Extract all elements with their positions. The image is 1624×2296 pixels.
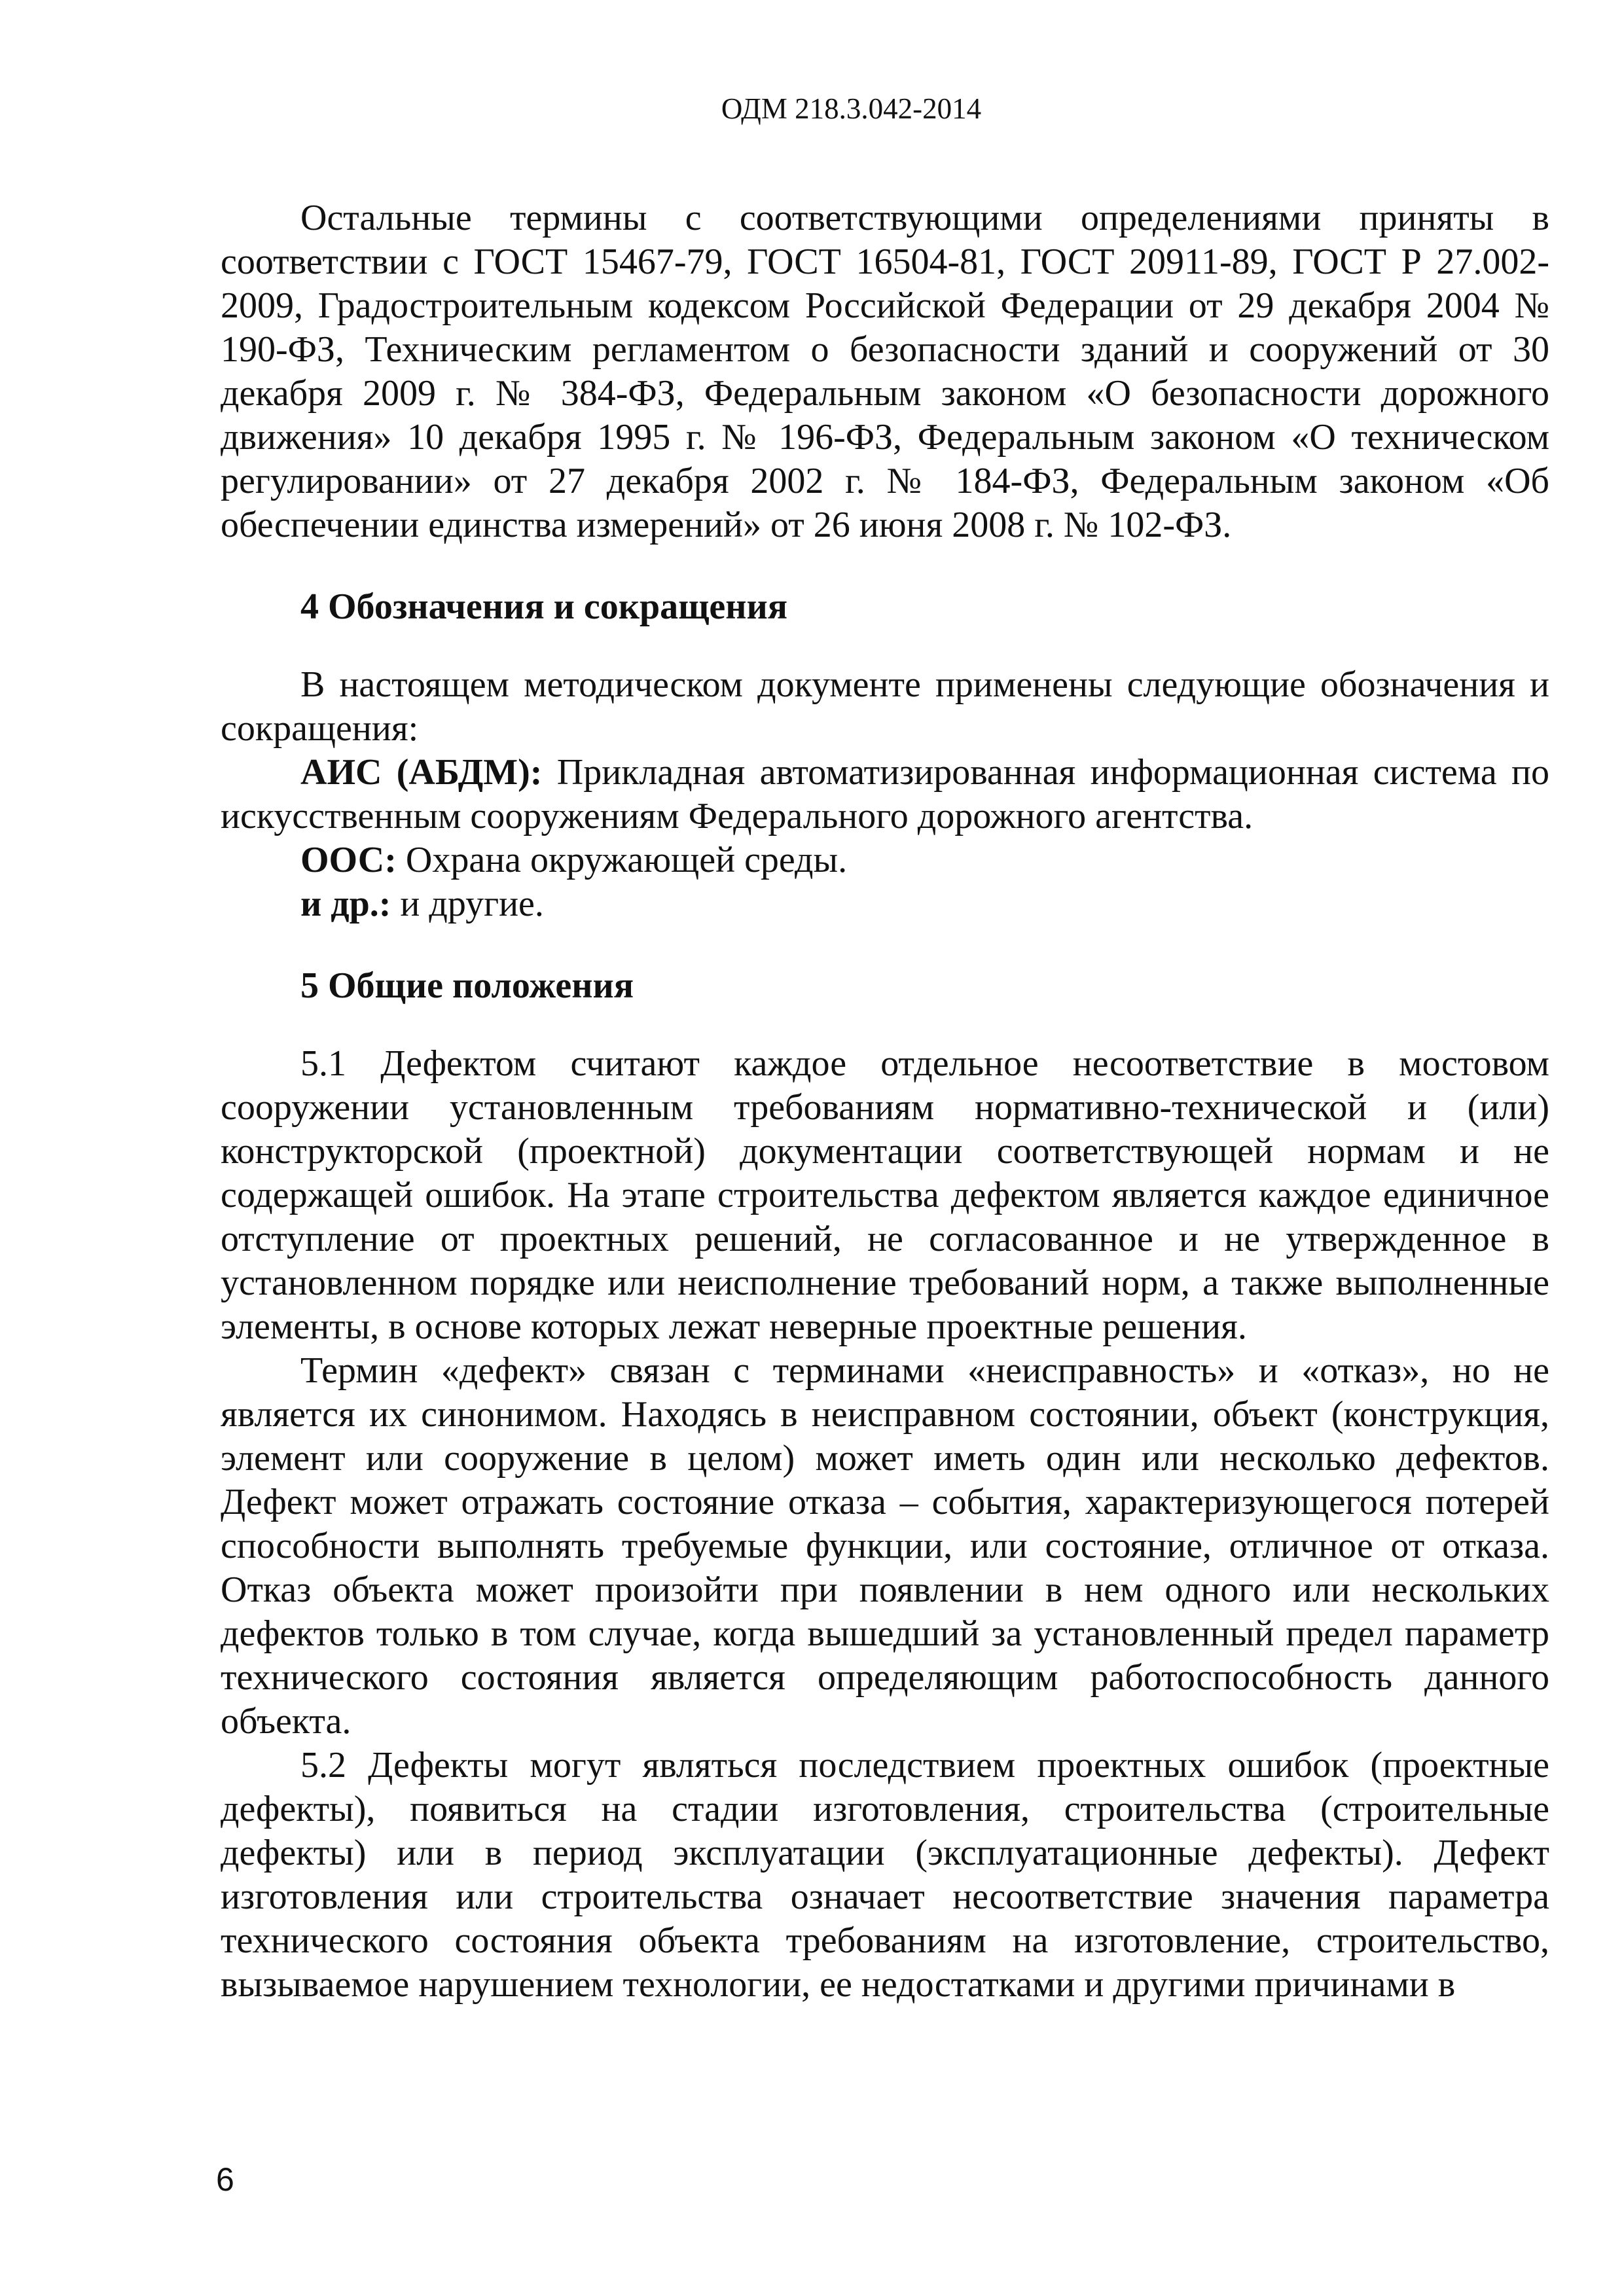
intro-paragraph: Остальные термины с соответствующими определениями приняты в соответствии с ГОСТ 15467-79, ГОСТ 16504-81, ГОСТ 20911-89, ГОСТ Р 27.002-2009, Градостроительным кодексом Российской Федерации от 29 декабря 2004 № 190-ФЗ, Техническим регламентом о безопасности зданий и сооружений от 30 декабря 2009 г. № 384-ФЗ, Федеральным законом «О безопасности дорожного движения» 10 декабря 1995 г. № 196-ФЗ, Федеральным законом «О техническом регулировании» от 27 декабря 2002 г. № 184-ФЗ, Федеральным законом «Об обеспечении единства измерений» от 26 июня 2008 г. № 102-ФЗ. xyxy=(221,198,1549,545)
section-5-paragraph: 5.2 Дефекты могут являться последствием проектных ошибок (проектные дефекты), появиться на стадии изготовления, строительства (строительные дефекты) или в период эксплуатации (эксплуатационные дефекты). Дефект изготовления или строительства означает несоответствие значения параметра технического состояния объекта требованиям на изготовление, строительство, вызываемое нарушением технологии, ее недостатками и другими причинами в xyxy=(221,1745,1549,2005)
section-5-paragraph: 5.1 Дефектом считают каждое отдельное несоответствие в мостовом сооружении установленным требованиям нормативно-технической и (или) конструкторской (проектной) документации соответствующей нормам и не содержащей ошибок. На этапе строительства дефектом является каждое единичное отступление от проектных решений, не согласованное и не утвержденное в установленном порядке или неисполнение требований норм, а также выполненные элементы, в основе которых лежат неверные проектные решения. xyxy=(221,1043,1549,1347)
abbreviation-definition: и другие. xyxy=(391,884,544,924)
section-4-heading: 4 Обозначения и сокращения xyxy=(300,586,788,627)
abbreviation-term: ООС: xyxy=(300,840,397,880)
abbreviation-definition: Прикладная автоматизированная информационная система по искусственным сооружениям Федерального дорожного агентства. xyxy=(221,752,1549,836)
abbreviation-entry xyxy=(221,751,1549,838)
document-body xyxy=(221,196,1549,2007)
abbreviation-definition: Охрана окружающей среды. xyxy=(396,840,848,880)
abbreviation-term: и др.: xyxy=(300,884,391,924)
abbreviation-entry xyxy=(221,882,1549,926)
abbreviation-entry xyxy=(221,838,1549,882)
section-4-intro: В настоящем методическом документе применены следующие обозначения и сокращения: xyxy=(221,664,1549,749)
section-5-heading: 5 Общие положения xyxy=(300,965,634,1006)
page-number: 6 xyxy=(216,2161,234,2198)
section-5-paragraph: Термин «дефект» связан с терминами «неисправность» и «отказ», но не является их синонимом. Находясь в неисправном состоянии, объект (конструкция, элемент или сооружение в целом) может иметь один или несколько дефектов. Дефект может отражать состояние отказа – события, характеризующегося потерей способности выполнять требуемые функции, или состояние, отличное от отказа. Отказ объекта может произойти при появлении в нем одного или нескольких дефектов только в том случае, когда вышедший за установленный предел параметр технического состояния является определяющим работоспособность данного объекта. xyxy=(221,1350,1549,1742)
abbreviation-term: АИС (АБДМ): xyxy=(300,752,543,793)
document-code-header: ОДМ 218.3.042-2014 xyxy=(721,92,982,125)
